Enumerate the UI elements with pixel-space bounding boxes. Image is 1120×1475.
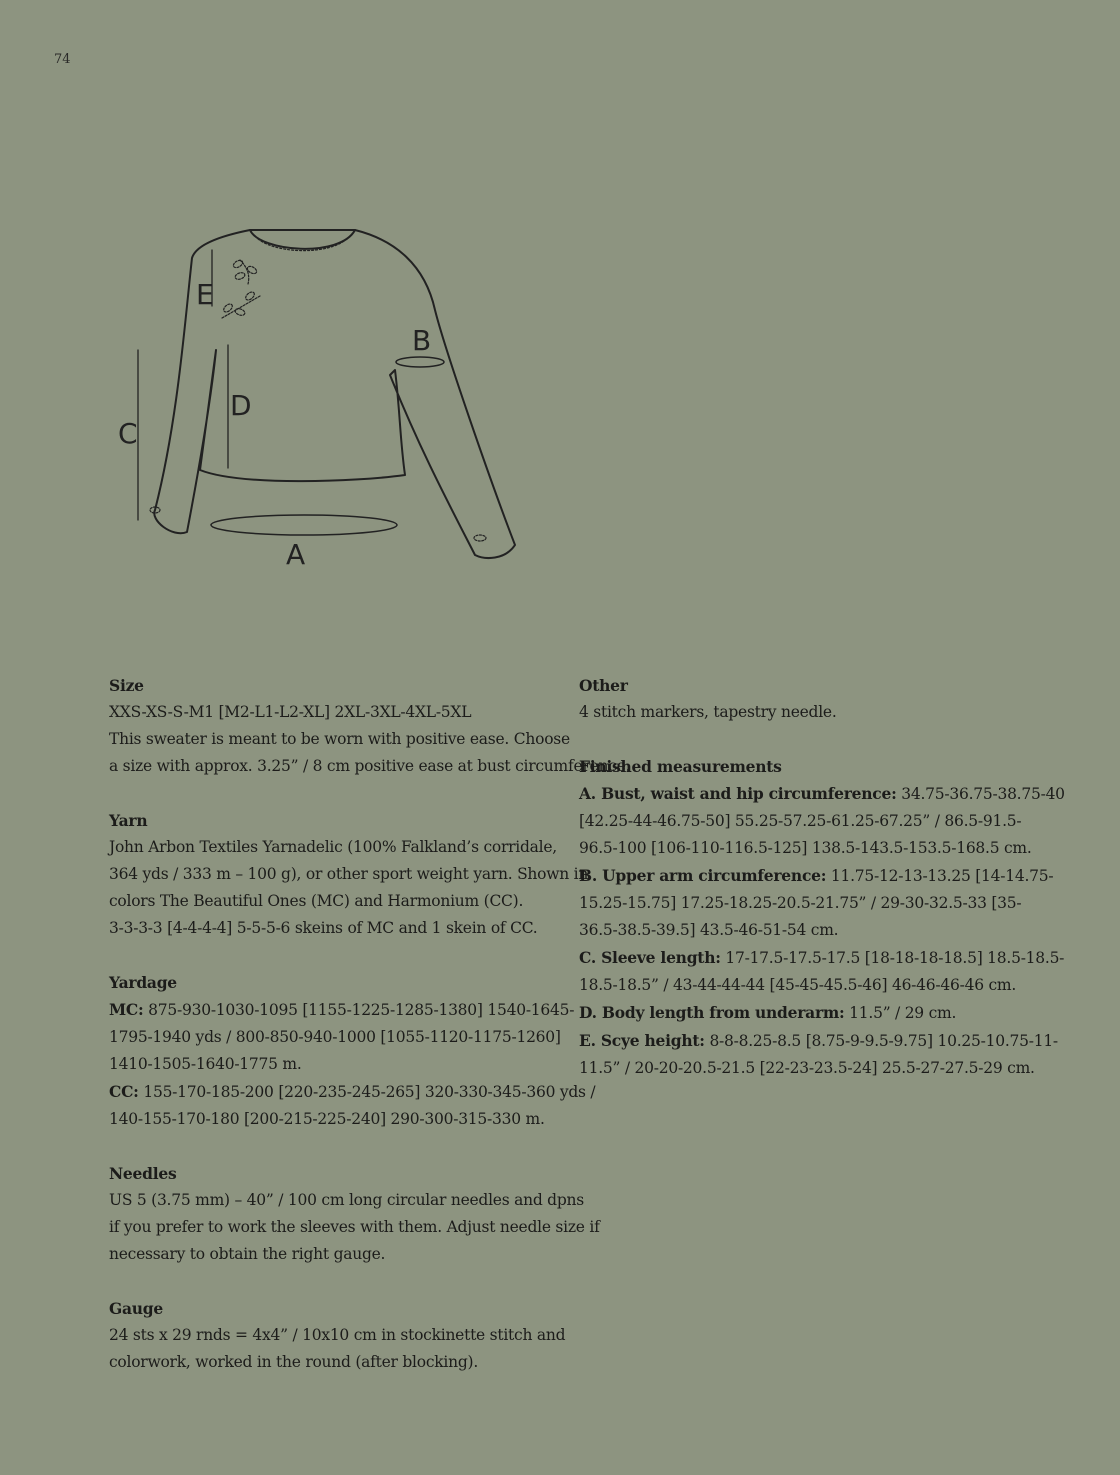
gauge-line: 24 sts x 29 rnds = 4x4” / 10x10 cm in stockinette stitch and	[109, 1326, 566, 1344]
gauge-line: colorwork, worked in the round (after blocking).	[109, 1353, 479, 1371]
mc-value: 875-930-1030-1095 [1155-1225-1285-1380] 1540-1645-	[148, 1001, 575, 1019]
other-section	[579, 672, 1019, 726]
yarn-line: 364 yds / 333 m – 100 g), or other sport weight yarn. Shown in	[109, 865, 589, 883]
cuff-motif-right	[474, 535, 486, 541]
measurement-c-label: C. Sleeve length:	[579, 948, 721, 967]
measurement-line: 15.25-15.75] 17.25-18.25-20.5-21.75” / 29-30-32.5-33 [35-	[579, 894, 1022, 912]
finished-measurements-section	[579, 753, 1065, 1082]
measurement-line: 11.5” / 20-20-20.5-21.5 [22-23-23.5-24] 25.5-27-27.5-29 cm.	[579, 1059, 1035, 1077]
needles-line: if you prefer to work the sleeves with them. Adjust needle size if	[109, 1218, 600, 1236]
dim-line-b	[396, 357, 444, 367]
label-a: A	[286, 538, 306, 571]
needles-line: US 5 (3.75 mm) – 40” / 100 cm long circular needles and dpns	[109, 1191, 584, 1209]
label-b: B	[412, 324, 432, 357]
needles-section	[109, 1160, 600, 1268]
gauge-heading: Gauge	[109, 1299, 163, 1318]
finished-heading: Finished measurements	[579, 757, 782, 776]
cc-value: 155-170-185-200 [220-235-245-265] 320-330-345-360 yds /	[143, 1083, 596, 1101]
measurement-b	[579, 862, 1054, 890]
measurement-e	[579, 1027, 1058, 1055]
yardage-line: 1410-1505-1640-1775 m.	[109, 1055, 302, 1073]
label-d: D	[230, 389, 252, 422]
yardage-section	[109, 969, 596, 1133]
other-heading: Other	[579, 676, 628, 695]
measurement-a-label: A. Bust, waist and hip circumference:	[579, 784, 897, 803]
size-line: This sweater is meant to be worn with positive ease. Choose	[109, 730, 570, 748]
yardage-heading: Yardage	[109, 973, 177, 992]
yarn-line: 3-3-3-3 [4-4-4-4] 5-5-5-6 skeins of MC and 1 skein of CC.	[109, 919, 538, 937]
yardage-mc-line	[109, 996, 575, 1024]
measurement-line: 18.5-18.5” / 43-44-44-44 [45-45-45.5-46] 46-46-46-46 cm.	[579, 976, 1017, 994]
right-column	[579, 672, 1065, 1109]
measurement-e-value: 8-8-8.25-8.5 [8.75-9-9.5-9.75] 10.25-10.75-11-	[704, 1032, 1058, 1050]
size-line: XXS-XS-S-M1 [M2-L1-L2-XL] 2XL-3XL-4XL-5XL	[109, 703, 472, 721]
mc-label: MC:	[109, 1000, 144, 1019]
needles-line: necessary to obtain the right gauge.	[109, 1245, 386, 1263]
measurement-b-label: B. Upper arm circumference:	[579, 866, 827, 885]
left-column	[109, 672, 631, 1403]
measurement-line: 96.5-100 [106-110-116.5-125] 138.5-143.5-153.5-168.5 cm.	[579, 839, 1032, 857]
needles-heading: Needles	[109, 1164, 177, 1183]
leaf-motif	[222, 259, 260, 318]
measurement-d	[579, 999, 1019, 1027]
label-c: C	[118, 417, 138, 450]
yardage-cc-line	[109, 1078, 596, 1106]
measurement-c-value: 17-17.5-17.5-17.5 [18-18-18-18.5] 18.5-18.5-	[720, 949, 1065, 967]
yardage-line: 140-155-170-180 [200-215-225-240] 290-300-315-330 m.	[109, 1110, 545, 1128]
yarn-section	[109, 807, 589, 942]
gauge-section	[109, 1295, 566, 1376]
yardage-line: 1795-1940 yds / 800-850-940-1000 [1055-1120-1175-1260]	[109, 1028, 561, 1046]
measurement-b-value: 11.75-12-13-13.25 [14-14.75-	[826, 867, 1054, 885]
yarn-heading: Yarn	[109, 811, 148, 830]
measurement-c	[579, 944, 1065, 972]
measurement-line: [42.25-44-46.75-50] 55.25-57.25-61.25-67.25” / 86.5-91.5-	[579, 812, 1022, 830]
measurement-d-value: 11.5” / 29 cm.	[844, 1004, 957, 1022]
sweater-schematic	[100, 210, 540, 590]
measurement-a-value: 34.75-36.75-38.75-40	[896, 785, 1065, 803]
other-line: 4 stitch markers, tapestry needle.	[579, 703, 837, 721]
label-e: E	[196, 278, 214, 311]
cc-label: CC:	[109, 1082, 139, 1101]
measurement-d-label: D. Body length from underarm:	[579, 1003, 845, 1022]
yarn-line: John Arbon Textiles Yarnadelic (100% Falkland’s corridale,	[109, 838, 557, 856]
neckline	[250, 230, 355, 249]
yarn-line: colors The Beautiful Ones (MC) and Harmonium (CC).	[109, 892, 524, 910]
measurement-a	[579, 780, 1065, 808]
size-heading: Size	[109, 676, 144, 695]
page-number: 74	[54, 52, 71, 67]
measurement-e-label: E. Scye height:	[579, 1031, 705, 1050]
measurement-line: 36.5-38.5-39.5] 43.5-46-51-54 cm.	[579, 921, 839, 939]
size-line: a size with approx. 3.25” / 8 cm positive ease at bust circumference.	[109, 757, 631, 775]
dim-line-a	[211, 515, 397, 535]
